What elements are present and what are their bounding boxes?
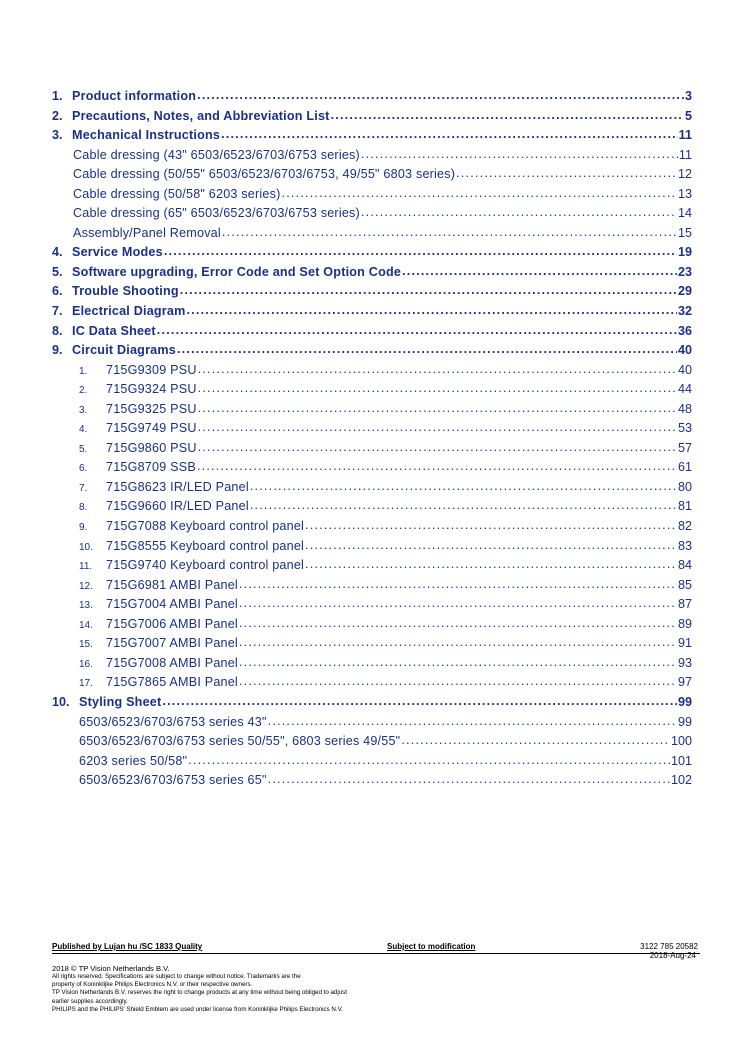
- toc-dot-leader: [268, 772, 670, 784]
- publisher-line: Published by Lujan hu /SC 1833 Quality: [52, 942, 203, 951]
- toc-entry-title: 6503/6523/6703/6753 series 43": [79, 714, 267, 729]
- toc-entry-page-number: 81: [677, 499, 692, 514]
- toc-entry-page-number: 19: [677, 245, 692, 260]
- toc-entry-number: 8.: [79, 502, 88, 514]
- toc-dot-leader: [456, 166, 677, 178]
- document-number: 3122 785 20582: [640, 942, 698, 951]
- toc-entry-number: 16.: [79, 658, 93, 670]
- toc-entry[interactable]: [52, 596, 692, 616]
- toc-dot-leader: [239, 596, 677, 608]
- toc-entry-title: Electrical Diagram: [72, 304, 186, 319]
- toc-dot-leader: [222, 225, 677, 237]
- toc-entry-page-number: 102: [670, 773, 692, 788]
- toc-entry-number: 7.: [52, 304, 63, 319]
- toc-entry[interactable]: [52, 283, 692, 303]
- toc-entry-title: 6203 series 50/58": [79, 753, 188, 768]
- table-of-contents: [52, 88, 692, 792]
- toc-entry-page-number: 36: [677, 323, 692, 338]
- toc-entry[interactable]: [52, 694, 692, 714]
- copyright-line: 2018 © TP Vision Netherlands B.V.: [52, 964, 170, 973]
- toc-entry-page-number: 100: [670, 734, 692, 749]
- toc-entry-page-number: 11: [678, 147, 692, 162]
- toc-entry-page-number: 40: [677, 362, 692, 377]
- toc-dot-leader: [197, 459, 677, 471]
- toc-entry-page-number: 44: [677, 382, 692, 397]
- toc-entry[interactable]: [52, 518, 692, 538]
- toc-entry-title: 715G7004 AMBI Panel: [106, 597, 238, 612]
- toc-entry-page-number: 15: [677, 225, 692, 240]
- toc-entry-title: Precautions, Notes, and Abbreviation List: [72, 108, 330, 123]
- toc-entry-title: 6503/6523/6703/6753 series 65": [79, 773, 267, 788]
- toc-entry[interactable]: [52, 166, 692, 186]
- toc-entry-number: 2.: [79, 385, 88, 397]
- toc-entry[interactable]: [52, 401, 692, 421]
- toc-entry-page-number: 87: [677, 597, 692, 612]
- toc-dot-leader: [239, 635, 677, 647]
- toc-dot-leader: [164, 244, 677, 256]
- toc-entry[interactable]: [52, 225, 692, 245]
- toc-entry-number: 1.: [79, 365, 88, 377]
- toc-entry[interactable]: [52, 244, 692, 264]
- toc-entry-page-number: 101: [670, 753, 692, 768]
- toc-entry[interactable]: [52, 381, 692, 401]
- toc-entry[interactable]: [52, 459, 692, 479]
- toc-dot-leader: [402, 264, 677, 276]
- toc-dot-leader: [188, 753, 670, 765]
- page-footer: [52, 942, 700, 1013]
- legal-fine-print: [52, 973, 412, 1014]
- toc-entry-page-number: 57: [677, 440, 692, 455]
- toc-dot-leader: [162, 694, 677, 706]
- toc-entry[interactable]: [52, 498, 692, 518]
- toc-dot-leader: [401, 733, 670, 745]
- toc-entry-page-number: 85: [677, 577, 692, 592]
- toc-dot-leader: [187, 303, 677, 315]
- fine-print-line: PHILIPS and the PHILIPS' Shield Emblem are used under license from Koninklijke Philips Electronics N.V.: [52, 1005, 343, 1013]
- toc-entry-page-number: 97: [677, 675, 692, 690]
- toc-dot-leader: [198, 420, 677, 432]
- toc-dot-leader: [239, 577, 677, 589]
- toc-entry-number: 3.: [52, 128, 63, 143]
- toc-entry-title: 715G7008 AMBI Panel: [106, 655, 238, 670]
- toc-entry-number: 9.: [52, 343, 63, 358]
- toc-entry-page-number: 32: [677, 304, 692, 319]
- toc-dot-leader: [282, 186, 677, 198]
- toc-entry-page-number: 83: [677, 538, 692, 553]
- toc-entry-number: 15.: [79, 639, 93, 651]
- toc-entry-page-number: 89: [677, 616, 692, 631]
- toc-entry-number: 3.: [79, 404, 88, 416]
- toc-entry-title: Mechanical Instructions: [72, 128, 221, 143]
- publication-date: 2018-Aug-24: [649, 951, 696, 960]
- toc-entry-number: 2.: [52, 108, 63, 123]
- toc-entry-title: Cable dressing (65" 6503/6523/6703/6753 series): [73, 206, 360, 221]
- toc-entry-number: 14.: [79, 619, 93, 631]
- toc-entry-number: 10.: [79, 541, 93, 553]
- toc-entry-title: Styling Sheet: [79, 694, 162, 709]
- toc-entry-title: Circuit Diagrams: [72, 343, 176, 358]
- toc-dot-leader: [305, 557, 677, 569]
- toc-entry-page-number: 80: [677, 479, 692, 494]
- toc-dot-leader: [198, 440, 677, 452]
- fine-print-line: earlier supplies accordingly.: [52, 997, 128, 1005]
- toc-entry[interactable]: [52, 147, 692, 167]
- toc-entry-page-number: 29: [677, 284, 692, 299]
- toc-entry[interactable]: [52, 714, 692, 734]
- toc-dot-leader: [157, 323, 677, 335]
- toc-dot-leader: [331, 108, 684, 120]
- toc-entry[interactable]: [52, 479, 692, 499]
- toc-entry-page-number: 93: [677, 655, 692, 670]
- toc-entry-number: 8.: [52, 323, 63, 338]
- toc-entry[interactable]: [52, 303, 692, 323]
- toc-entry-title: 715G8623 IR/LED Panel: [106, 479, 249, 494]
- toc-dot-leader: [250, 479, 677, 491]
- toc-entry-page-number: 91: [677, 636, 692, 651]
- toc-entry[interactable]: [52, 538, 692, 558]
- toc-dot-leader: [239, 674, 677, 686]
- toc-entry-title: 6503/6523/6703/6753 series 50/55", 6803 series 49/55": [79, 734, 401, 749]
- toc-entry-page-number: 48: [677, 401, 692, 416]
- toc-entry-title: Product information: [72, 89, 197, 103]
- toc-entry-number: 4.: [79, 424, 88, 436]
- toc-entry[interactable]: [52, 557, 692, 577]
- toc-entry[interactable]: [52, 674, 692, 694]
- toc-entry-title: 715G9309 PSU: [106, 362, 197, 377]
- toc-entry[interactable]: [52, 186, 692, 206]
- toc-entry[interactable]: [52, 420, 692, 440]
- toc-entry[interactable]: [52, 753, 692, 773]
- toc-dot-leader: [361, 147, 678, 159]
- toc-entry-page-number: 82: [677, 519, 692, 534]
- toc-entry-title: Cable dressing (50/58" 6203 series): [73, 186, 281, 201]
- footer-divider: [52, 953, 700, 954]
- toc-entry-title: IC Data Sheet: [72, 323, 156, 338]
- toc-entry-page-number: 61: [677, 460, 692, 475]
- toc-entry[interactable]: [52, 264, 692, 284]
- fine-print-line: TP Vision Netherlands B.V. reserves the right to change products at any time without being obliged to adjust: [52, 989, 347, 997]
- toc-entry-title: Cable dressing (43" 6503/6523/6703/6753 series): [73, 147, 360, 162]
- toc-entry-page-number: 13: [677, 186, 692, 201]
- toc-dot-leader: [361, 205, 677, 217]
- toc-entry-page-number: 11: [678, 128, 692, 143]
- toc-dot-leader: [305, 518, 677, 530]
- toc-entry-title: Assembly/Panel Removal: [73, 225, 221, 240]
- toc-entry-page-number: 12: [677, 167, 692, 182]
- toc-entry-page-number: 3: [684, 89, 692, 103]
- toc-entry-number: 9.: [79, 522, 88, 534]
- toc-entry-title: 715G9325 PSU: [106, 401, 197, 416]
- toc-entry-title: 715G7088 Keyboard control panel: [106, 519, 305, 534]
- toc-entry[interactable]: [52, 205, 692, 225]
- toc-entry-title: 715G7007 AMBI Panel: [106, 636, 238, 651]
- toc-entry-number: 10.: [52, 694, 70, 709]
- toc-entry[interactable]: [52, 772, 692, 792]
- toc-entry-title: Service Modes: [72, 245, 163, 260]
- toc-dot-leader: [250, 498, 677, 510]
- toc-entry[interactable]: [52, 635, 692, 655]
- fine-print-line: All rights reserved. Specifications are subject to change without notice. Trademarks are the: [52, 973, 301, 980]
- toc-entry-number: 7.: [79, 482, 88, 494]
- toc-dot-leader: [198, 362, 677, 374]
- toc-entry-number: 1.: [52, 89, 63, 103]
- toc-entry[interactable]: [52, 362, 692, 382]
- toc-entry-number: 12.: [79, 580, 93, 592]
- toc-entry-number: 4.: [52, 245, 63, 260]
- toc-entry-number: 11.: [79, 561, 93, 573]
- toc-dot-leader: [180, 283, 677, 295]
- toc-entry[interactable]: [52, 733, 692, 753]
- toc-entry[interactable]: [52, 127, 692, 147]
- toc-entry-title: 715G8555 Keyboard control panel: [106, 538, 305, 553]
- toc-entry-title: Trouble Shooting: [72, 284, 179, 299]
- toc-entry[interactable]: [52, 108, 692, 128]
- toc-entry-title: 715G6981 AMBI Panel: [106, 577, 238, 592]
- fine-print-line: property of Koninklijke Philips Electronics N.V. or their respective owners.: [52, 981, 253, 989]
- toc-dot-leader: [177, 342, 677, 354]
- toc-entry[interactable]: [52, 323, 692, 343]
- toc-entry[interactable]: [52, 616, 692, 636]
- toc-dot-leader: [239, 655, 677, 667]
- toc-entry-page-number: 14: [677, 206, 692, 221]
- toc-dot-leader: [239, 616, 677, 628]
- toc-entry-title: 715G8709 SSB: [106, 460, 196, 475]
- toc-dot-leader: [305, 538, 677, 550]
- toc-entry-number: 6.: [79, 463, 88, 475]
- toc-entry-title: Software upgrading, Error Code and Set Option Code: [72, 264, 402, 279]
- toc-dot-leader: [221, 127, 678, 139]
- toc-entry-title: 715G9749 PSU: [106, 421, 197, 436]
- toc-entry-number: 6.: [52, 284, 63, 299]
- toc-entry-page-number: 40: [677, 343, 692, 358]
- toc-entry-number: 17.: [79, 678, 93, 690]
- toc-entry-number: 13.: [79, 600, 93, 612]
- toc-entry-page-number: 5: [684, 108, 692, 123]
- toc-entry-page-number: 99: [677, 714, 692, 729]
- toc-entry[interactable]: [52, 440, 692, 460]
- toc-entry[interactable]: [52, 342, 692, 362]
- toc-entry-title: 715G7006 AMBI Panel: [106, 616, 238, 631]
- toc-entry[interactable]: [52, 655, 692, 675]
- toc-entry-page-number: 23: [677, 264, 692, 279]
- toc-dot-leader: [198, 381, 677, 393]
- toc-entry-page-number: 99: [677, 694, 692, 709]
- toc-entry-number: 5.: [52, 264, 63, 279]
- toc-entry-title: 715G9324 PSU: [106, 382, 197, 397]
- toc-entry[interactable]: [52, 88, 692, 108]
- toc-entry-title: 715G9660 IR/LED Panel: [106, 499, 249, 514]
- toc-dot-leader: [268, 714, 677, 726]
- toc-dot-leader: [198, 401, 677, 413]
- toc-entry-title: Cable dressing (50/55" 6503/6523/6703/6753, 49/55" 6803 series): [73, 167, 456, 182]
- toc-entry-page-number: 84: [677, 558, 692, 573]
- toc-entry-title: 715G9860 PSU: [106, 440, 197, 455]
- toc-entry-title: 715G9740 Keyboard control panel: [106, 558, 305, 573]
- toc-entry-title: 715G7865 AMBI Panel: [106, 675, 238, 690]
- toc-dot-leader: [197, 88, 684, 100]
- toc-entry-page-number: 53: [677, 421, 692, 436]
- toc-entry-number: 5.: [79, 443, 88, 455]
- toc-entry[interactable]: [52, 577, 692, 597]
- subject-to-modification: Subject to modification: [386, 942, 476, 951]
